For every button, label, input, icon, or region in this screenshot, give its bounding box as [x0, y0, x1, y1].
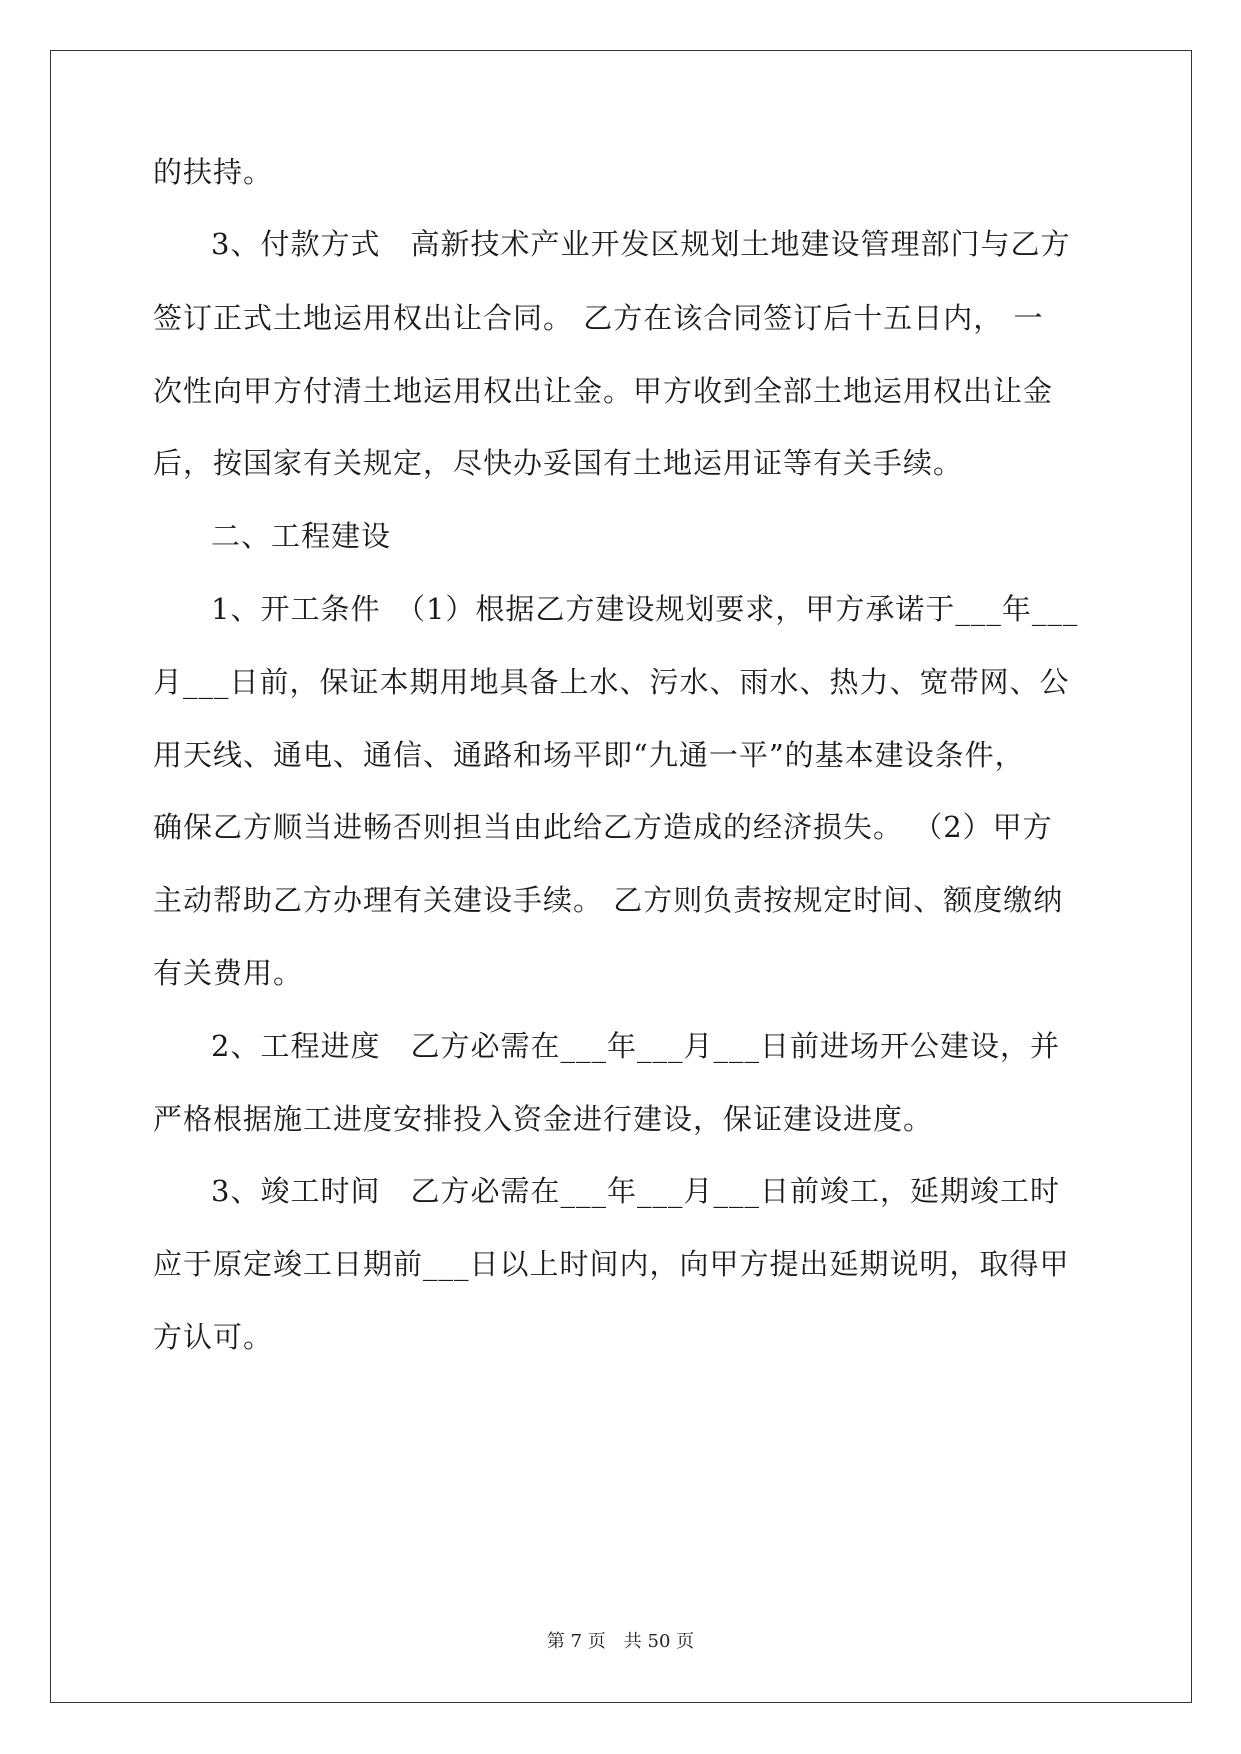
text-line-4: 次性向甲方付清土地运用权出让金。甲方收到全部土地运用权出让金 [153, 374, 1054, 408]
text-line-1: 的扶持。 [153, 155, 274, 189]
text-line-8: 月___日前，保证本期用地具备上水、污水、雨水、热力、宽带网、公 [153, 665, 1070, 699]
text-line-10: 确保乙方顺当进畅否则担当由此给乙方造成的经济损失。 （2）甲方 [153, 810, 1053, 844]
text-line-9: 用天线、通电、通信、通路和场平即“九通一平”的基本建设条件， [153, 738, 1025, 772]
text-line-3: 签订正式土地运用权出让合同。 乙方在该合同签订后十五日内， 一 [153, 301, 1044, 335]
text-line-7: 1、开工条件 （1）根据乙方建设规划要求，甲方承诺于___年___ [211, 592, 1079, 626]
text-line-11: 主动帮助乙方办理有关建设手续。 乙方则负责按规定时间、额度缴纳 [153, 883, 1064, 917]
text-line-13: 2、工程进度 乙方必需在___年___月___日前进场开公建设，并 [211, 1029, 1060, 1063]
text-line-16: 应于原定竣工日期前___日以上时间内，向甲方提出延期说明，取得甲 [153, 1247, 1070, 1281]
text-line-15: 3、竣工时间 乙方必需在___年___月___日前竣工，延期竣工时 [211, 1174, 1060, 1208]
section-heading-engineering: 二、工程建设 [211, 519, 392, 553]
text-line-2: 3、付款方式 高新技术产业开发区规划土地建设管理部门与乙方 [211, 227, 1071, 261]
text-line-14: 严格根据施工进度安排投入资金进行建设，保证建设进度。 [153, 1102, 934, 1136]
page-number-footer: 第 7 页 共 50 页 [546, 1631, 695, 1652]
text-line-5: 后，按国家有关规定，尽快办妥国有土地运用证等有关手续。 [153, 446, 964, 480]
text-line-17: 方认可。 [153, 1320, 274, 1354]
text-line-12: 有关费用。 [153, 956, 304, 990]
